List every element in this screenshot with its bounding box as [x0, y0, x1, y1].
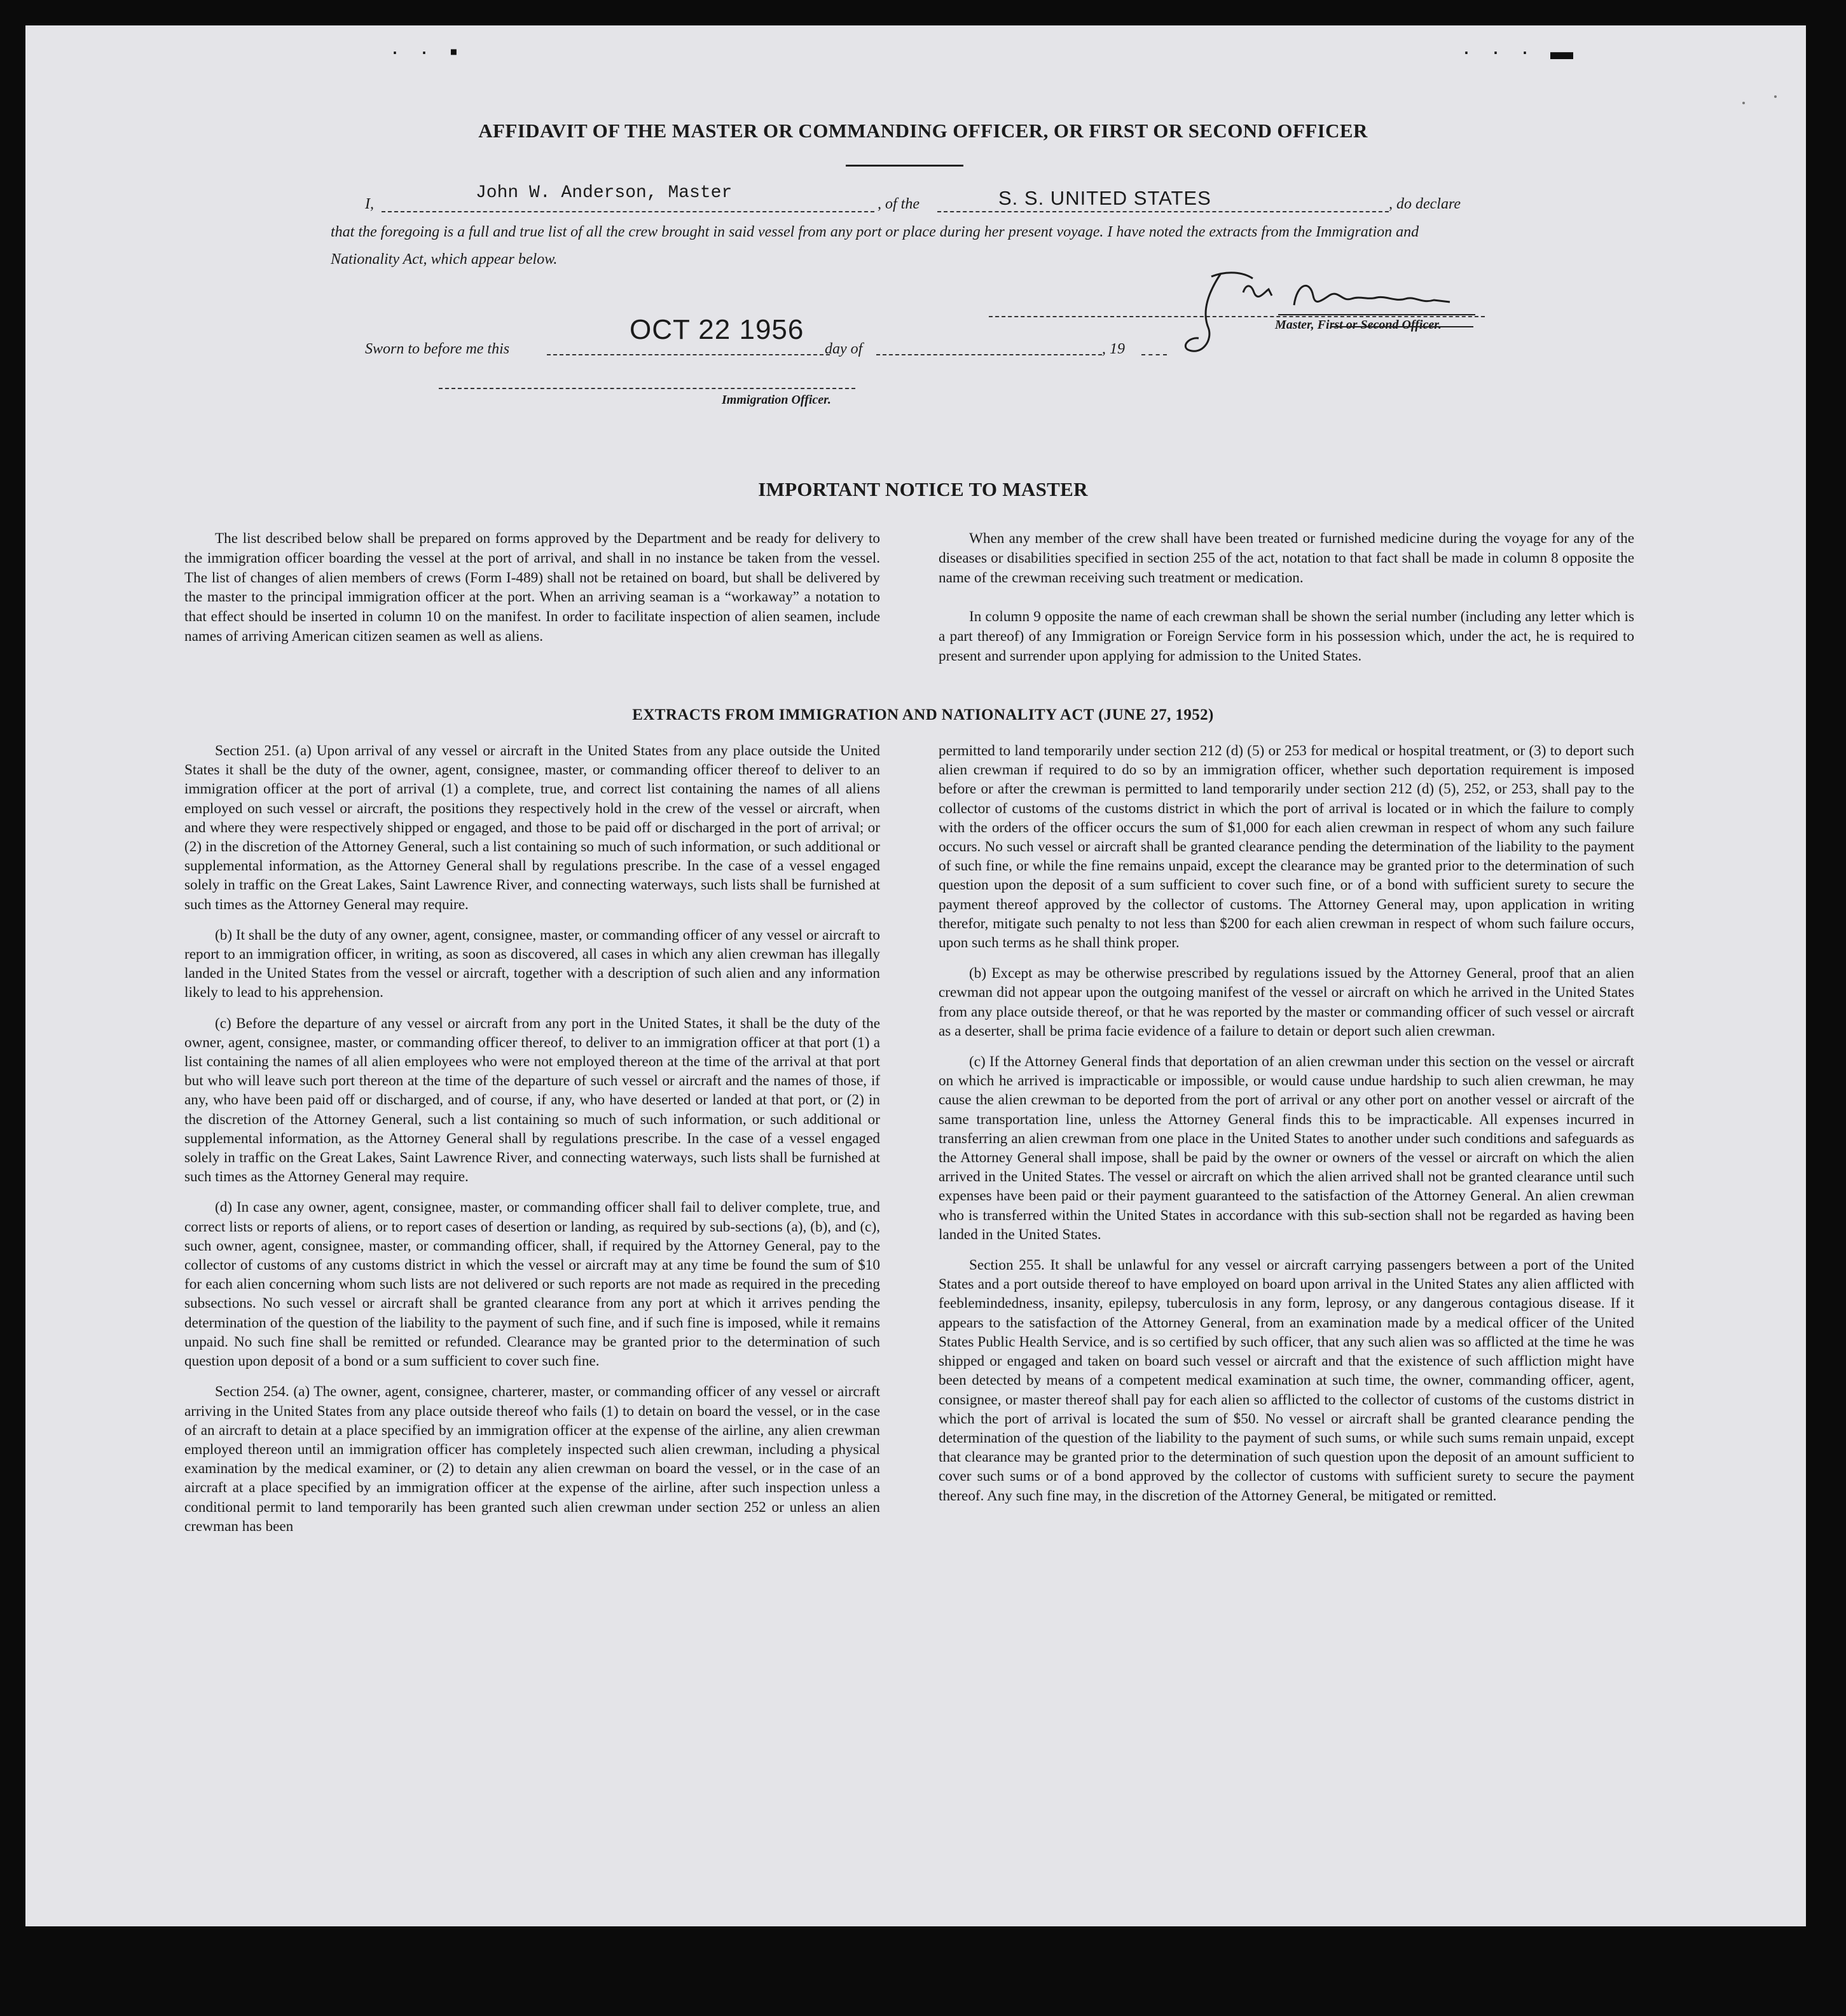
notice-right-paragraph-1: When any member of the crew shall have been treated or furnished medicine during the voyage for any of the diseases or disabilities specified in section 255 of the act, notation to that fact shall be made in column 8 opposite the name of the crewman receiving such treatment or medication. — [939, 530, 1634, 586]
vessel-name-field[interactable]: S. S. UNITED STATES — [998, 187, 1211, 209]
sworn-date-stamp[interactable]: OCT 22 1956 — [630, 314, 804, 345]
edge-mark-left: · · ▪ — [391, 38, 465, 64]
speck — [1742, 102, 1745, 104]
section-254a-continued: permitted to land temporarily under section 212 (d) (5) or 253 for medical or hospital treatment, or (3) to deport such alien crewman if required to do so by an immigration officer, whether such deportation requirement is imposed before or after the crewman is permitted to land temporarily under section 212 (d) (5), 252, or 253, shall pay to the collector of customs of the customs district in which the port of arrival is located or in which the failure to comply with the orders of the officer occurs the sum of $1,000 for each alien crewman in respect of whom any such failure occurs. No such vessel or aircraft shall be granted clearance pending the determination of the liability to the payment of such fine, or while the fine remains unpaid, except the clearance may be granted prior to the determination of such question upon the deposit of a sum sufficient to cover such fine, or of a bond with sufficient surety to secure the payment thereof approved by the collector of customs. The Attorney General may, upon application in writing therefor, mitigate such penalty to not less than $200 for each alien crewman in respect of whom such failure occurs, upon such terms as he shall think proper. — [939, 743, 1634, 952]
title-rule — [846, 165, 963, 167]
month-line — [876, 354, 1102, 355]
declarant-name-field[interactable]: John W. Anderson, Master — [476, 183, 733, 203]
sworn-label: Sworn to before me this — [365, 341, 510, 357]
officer-caption: Immigration Officer. — [722, 393, 831, 407]
notice-right-paragraph-2: In column 9 opposite the name of each crewman shall be shown the serial number (including any letter which is a part thereof) of any Immigration or Foreign Service form in his possession which, under the act, he is required to present and surrender upon applying for admission to the United States. — [939, 608, 1634, 664]
year-line — [1141, 354, 1167, 355]
section-251c: (c) Before the departure of any vessel or aircraft from any port in the United States, it shall be the duty of the owner, agent, consignee, master, or commanding officer thereof, to deliver to an immigration officer at that port (1) a list containing the names of all alien employees who were not employed thereon at the time of the arrival at that port but who will leave such port thereon at the time of the departure of such vessel or aircraft and the names of those, if any, who have been paid off or discharged, and of course, if any, who have deserted or landed at that port, or (2) in the discretion of the Attorney General, such a list containing so much of such information, or such additional or supplemental information, as the Attorney General shall by regulations prescribe. In the case of a vessel engaged solely in traffic on the Great Lakes, Saint Lawrence River, and connecting waterways, such lists shall be furnished at such times as the Attorney General may require. — [184, 1015, 880, 1186]
master-signature — [1183, 267, 1488, 362]
notice-title: IMPORTANT NOTICE TO MASTER — [758, 478, 1088, 500]
declaration-text: that the foregoing is a full and true list of all the crew brought in said vessel from any port or place during her present voyage. I have noted the extracts from the Immigration and Nationality Act, which appear below. — [331, 224, 1419, 268]
strike-through — [1330, 326, 1473, 327]
signature-line — [989, 316, 1485, 317]
section-254b: (b) Except as may be otherwise prescribed by regulations issued by the Attorney General, proof that an alien crewman did not appear upon the outgoing manifest of the vessel or aircraft on which he arrived in the United States from any place outside thereof, or that he was reported by the master or commanding officer of such vessel or aircraft as a deserter, shall be prima facie evidence of a failure to detain or deport such alien crewman. — [939, 965, 1634, 1039]
speck — [1774, 95, 1777, 98]
section-255: Section 255. It shall be unlawful for any vessel or aircraft carrying passengers between a port of the United States and a port outside thereof to have employed on board upon arrival in the United States any alien afflicted with feeblemindedness, insanity, epilepsy, tuberculosis in any form, leprosy, or any dangerous contagious disease. If it appears to the satisfaction of the Attorney General, from an examination made by a medical officer of the United States Public Health Service, and is so certified by such officer, that any such alien was so afflicted at the time he was shipped or engaged and taken on board such vessel or aircraft and that the existence of such affliction might have been detected by means of a competent medical examination at such time, the owner, commanding officer, agent, consignee, or master thereof shall pay for each alien so afflicted to the collector of customs of the customs district in which the port of arrival is located the sum of $50. No vessel or aircraft shall be granted clearance pending the determination of the question of the liability to the payment of such sums, or while such sums remain unpaid, except that clearance may be granted prior to the determination of such question upon the deposit of an amount sufficient to cover such sums or of a bond approved by the collector of customs with sufficient surety to secure the payment thereof. Any such fine may, in the discretion of the Attorney General, be mitigated or remitted. — [939, 1257, 1634, 1504]
section-251d: (d) In case any owner, agent, consignee, master, or commanding officer shall fail to deliver complete, true, and correct lists or reports of aliens, or to report cases of desertion or landing, as required by sub-sections (a), (b), and (c), such owner, agent, consignee, master, or commanding officer, shall, if required by the Attorney General, pay to the collector of customs of any customs district in which the vessel or aircraft may at any time be found the sum of $10 for each alien concerning whom such lists are not delivered or such reports are not made as required in the preceding subsections. No such vessel or aircraft shall be granted clearance from any port at which it arrives pending the determination of the question of the liability to the payment of such fine, and if such fine is imposed, while it remains unpaid. No such fine shall be remitted or refunded. Clearance may be granted prior to the determination of such question upon deposit of a bond or a sum sufficient to cover such fine. — [184, 1199, 880, 1370]
notice-left-paragraph: The list described below shall be prepared on forms approved by the Department and be ready for delivery to the immigration officer boarding the vessel at the port of arrival, and shall in no instance be taken from the vessel. The list of changes of alien members of crews (Form I-489) shall not be retained on board, but shall be delivered by the master to the principal immigration officer at the port. When an arriving seaman is a “workaway” a notation to that effect should be inserted in column 10 on the manifest. In order to facilitate inspection of alien seamen, include names of arriving American citizen seamen as well as aliens. — [184, 530, 880, 645]
affidavit-title: AFFIDAVIT OF THE MASTER OR COMMANDING OFFICER, OR FIRST OR SECOND OFFICER — [478, 120, 1368, 142]
of-the-label: , of the — [878, 196, 920, 212]
section-254c: (c) If the Attorney General finds that deportation of an alien crewman under this section on the vessel or aircraft on which he arrived is impracticable or impossible, or would cause undue hardship to such alien crewman, he may cause the alien crewman to be deported from the port of arrival or any other port on another vessel or aircraft of the same transportation line, unless the Attorney General finds this to be impracticable. All expenses incurred in transferring an alien crewman from one place in the United States to another under such conditions and safeguards as the Attorney General shall impose, shall be paid by the owner or owners of the vessel or aircraft on which the alien arrived in the United States. The vessel or aircraft on which the alien arrived shall not be granted clearance until such expenses have been paid or their payment guaranteed to the satisfaction of the Attorney General. An alien crewman who is transferred within the United States in accordance with this sub-section shall not be regarded as having been landed in the United States. — [939, 1053, 1634, 1243]
vessel-line — [937, 211, 1389, 212]
edge-mark-right: · · · ▬ — [1463, 38, 1581, 64]
extracts-title: EXTRACTS FROM IMMIGRATION AND NATIONALITY ACT (JUNE 27, 1952) — [632, 706, 1214, 723]
section-254a: Section 254. (a) The owner, agent, consignee, charterer, master, or commanding officer of any vessel or aircraft arriving in the United States from any place outside thereof who fails (1) to detain on board the vessel, or in the case of an aircraft to detain at a place specified by an immigration officer at the expense of the airline, any alien crewman employed thereon until an immigration officer has completely inspected such alien crewman, including a physical examination by the medical examiner, or (2) to detain any alien crewman on board the vessel, or in the case of an aircraft at a place specified by an immigration officer at the expense of the airline, after such inspection unless a conditional permit to land temporarily has been granted such alien crewman under section 252 or unless an alien crewman has been — [184, 1383, 880, 1535]
day-of-label: day of — [825, 341, 863, 357]
extracts-left-column — [184, 741, 880, 1547]
sworn-day-line — [547, 354, 830, 355]
year-prefix: , 19 — [1102, 341, 1125, 357]
officer-signature-line — [439, 388, 855, 389]
declarant-line — [382, 211, 874, 212]
section-251b: (b) It shall be the duty of any owner, agent, consignee, master, or commanding officer of any vessel or aircraft to report to an immigration officer, in writing, as soon as discovered, all cases in which any alien crewman has illegally landed in the United States from the vessel or aircraft, together with a description of such alien and any information likely to lead to his apprehension. — [184, 926, 880, 1001]
section-251a: Section 251. (a) Upon arrival of any vessel or aircraft in the United States from any place outside the United States it shall be the duty of the owner, agent, consignee, master, or commanding officer thereof to deliver to an immigration officer at the port of arrival (1) a complete, true, and correct list containing the names of all aliens employed on such vessel or aircraft, the positions they respectively hold in the crew of the vessel or aircraft, when and where they were respectively shipped or engaged, and those to be paid off or discharged in the port of arrival; or (2) in the discretion of the Attorney General, such a list containing so much of such information, or such additional or supplemental information, as the Attorney General shall by regulations prescribe. In the case of a vessel engaged solely in traffic on the Great Lakes, Saint Lawrence River, and connecting waterways, such lists shall be furnished at such times as the Attorney General may require. — [184, 743, 880, 913]
do-declare-label: , do declare — [1389, 196, 1461, 212]
i-label: I, — [365, 196, 374, 212]
signer-caption: Master, First or Second Officer. — [1275, 318, 1442, 332]
extracts-right-column — [939, 741, 1634, 1517]
